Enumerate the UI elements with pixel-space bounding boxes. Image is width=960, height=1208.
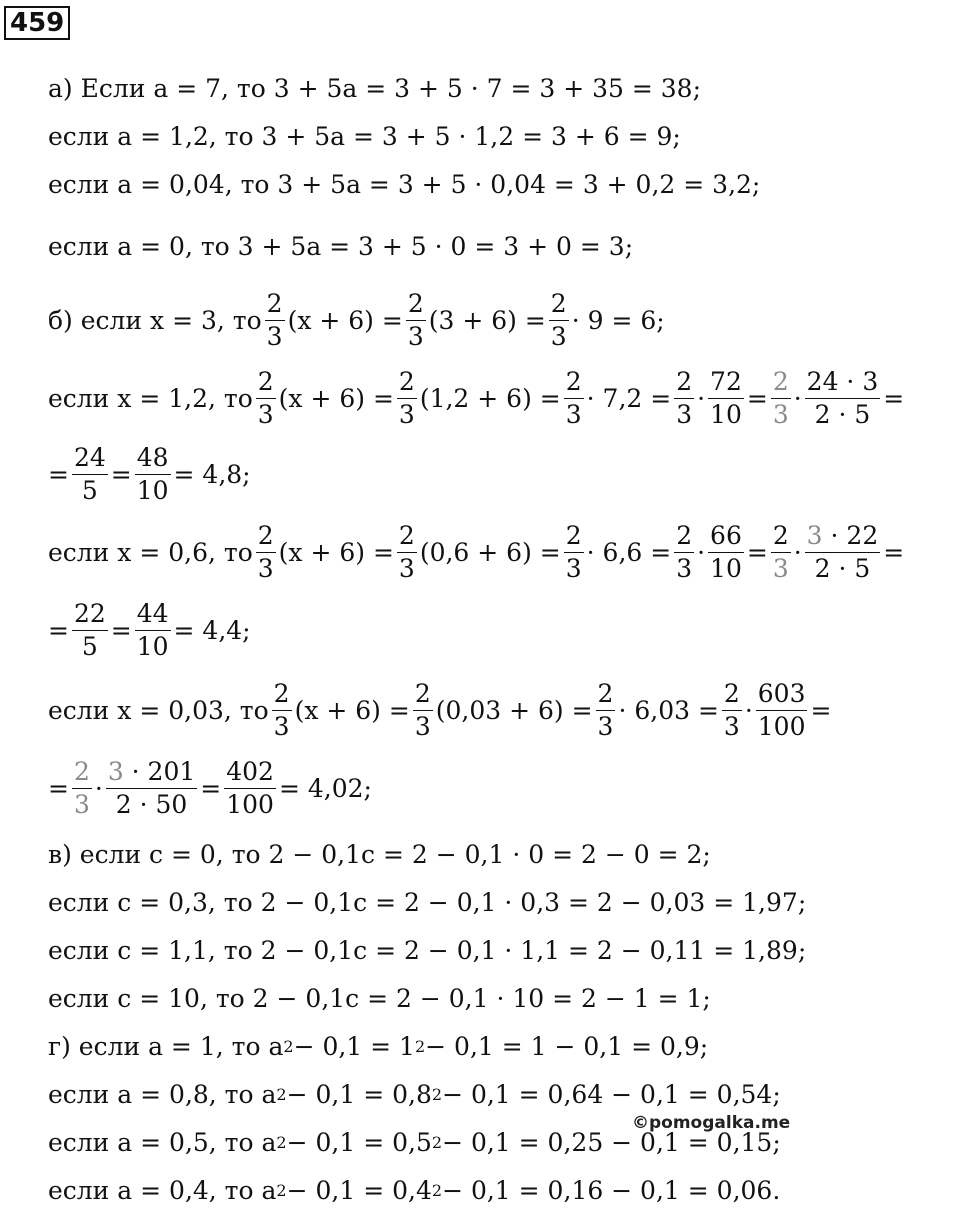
denominator: 3 [676,553,693,583]
reduced-factor: 3 [107,757,124,786]
numerator: 72 [708,368,744,399]
fraction [397,522,417,582]
exponent: 2 [431,1084,443,1104]
fraction [674,368,694,428]
exponent: 2 [431,1180,443,1200]
denominator: 3 [676,399,693,429]
text: (x + 6) = [278,383,394,413]
numerator: 2 [564,368,584,399]
exponent: 2 [283,1036,294,1056]
text: − 0,1 = 1 − 0,1 = 0,9; [425,1032,709,1061]
fraction [564,522,584,582]
denominator-reduced: 3 [772,553,789,583]
denominator: 3 [723,711,740,741]
denominator: 3 [407,321,424,351]
equals: = [746,383,768,413]
denominator: 5 [81,631,98,661]
dot: · [697,383,706,413]
fraction [549,290,569,350]
numerator: 2 [256,368,276,399]
text: (0,6 + 6) = [419,537,561,567]
numerator: 2 [564,522,584,553]
line-b3 [48,522,904,582]
dot: · [94,773,103,803]
denominator: 3 [257,399,274,429]
numerator: 24 [72,444,108,475]
denominator: 3 [414,711,431,741]
fraction [224,758,276,818]
fraction [72,600,108,660]
denominator: 3 [565,399,582,429]
numerator: 24 · 3 [805,368,881,399]
text: − 0,1 = 1 [293,1032,415,1061]
denominator: 3 [73,789,90,819]
numerator: 2 [549,290,569,321]
denominator: 10 [710,399,742,429]
fraction [72,444,108,504]
denominator: 3 [266,321,283,351]
fraction [756,680,808,740]
text: если a = 0,8, то a [48,1080,277,1109]
text: − 0,1 = 0,8 [286,1080,432,1109]
numerator: 2 [272,680,292,711]
equals: = [810,695,832,725]
watermark: ©pomogalka.me [632,1113,791,1133]
numerator: 2 [265,290,285,321]
line-v4: если c = 10, то 2 − 0,1c = 2 − 0,1 · 10 = 2 − 1 = 1; [48,984,711,1013]
denominator: 100 [226,789,274,819]
line-g3 [48,1130,781,1155]
factor: · 201 [123,757,196,786]
text: если x = 0,6, то [48,537,253,567]
line-b2-cont [48,444,251,504]
equals: = [48,615,69,645]
text: = 4,8; [173,459,251,489]
equals: = [200,773,222,803]
line-b1 [48,290,665,350]
numerator: 2 [256,522,276,553]
text: если x = 0,03, то [48,695,269,725]
text: · 9 = 6; [571,305,665,335]
fraction [771,522,791,582]
line-g2 [48,1082,781,1107]
denominator: 3 [597,711,614,741]
text: − 0,1 = 0,4 [286,1176,432,1205]
reduced-factor: 3 [806,521,823,550]
denominator: 3 [273,711,290,741]
numerator: 2 [674,368,694,399]
fraction [135,444,171,504]
fraction [564,368,584,428]
exponent: 2 [276,1084,287,1104]
exercise-number: 459 [4,6,70,40]
fraction [106,758,197,818]
line-b4-cont [48,758,372,818]
text: · 6,6 = [586,537,672,567]
dot: · [697,537,706,567]
text: − 0,1 = 0,25 − 0,1 = 0,15; [442,1128,781,1157]
denominator: 3 [772,399,789,429]
text: = 4,4; [173,615,251,645]
fraction [805,368,881,428]
equals: = [110,459,132,489]
fraction [135,600,171,660]
numerator: 2 [771,368,791,399]
text: если a = 0,5, то a [48,1128,277,1157]
denominator: 3 [550,321,567,351]
dot: · [744,695,753,725]
text: (x + 6) = [287,305,403,335]
denominator: 100 [757,711,806,741]
factor: · 22 [822,521,879,550]
numerator: 2 [771,522,791,553]
fraction [413,680,433,740]
line-b2 [48,368,904,428]
text: (x + 6) = [294,695,410,725]
numerator: 2 [413,680,433,711]
text: = 4,02; [278,773,372,803]
fraction-reduced [771,368,791,428]
numerator: 2 [72,758,92,789]
numerator: 66 [708,522,744,553]
equals: = [48,773,69,803]
text: − 0,1 = 0,64 − 0,1 = 0,54; [442,1080,781,1109]
denominator: 5 [81,475,98,505]
exponent: 2 [276,1132,287,1152]
text: (3 + 6) = [428,305,546,335]
fraction [722,680,742,740]
text: · 7,2 = [586,383,672,413]
text: г) если a = 1, то a [48,1032,284,1061]
numerator: 2 [674,522,694,553]
line-g4 [48,1178,780,1203]
fraction [406,290,426,350]
denominator: 3 [257,553,274,583]
text: (1,2 + 6) = [419,383,561,413]
exponent: 2 [276,1180,287,1200]
dot: · [793,537,802,567]
equals: = [883,537,905,567]
numerator: 2 [397,522,417,553]
exponent: 2 [414,1036,426,1056]
numerator [106,758,197,789]
denominator: 10 [136,475,169,505]
denominator: 2 · 50 [115,789,188,819]
text: (x + 6) = [278,537,394,567]
line-v1: в) если c = 0, то 2 − 0,1c = 2 − 0,1 · 0 = 2 − 0 = 2; [48,840,711,869]
fraction [708,368,744,428]
denominator: 3 [398,399,415,429]
text: если x = 1,2, то [48,383,253,413]
equals: = [746,537,768,567]
equals: = [110,615,132,645]
equals: = [48,459,69,489]
fraction [256,522,276,582]
numerator: 48 [135,444,171,475]
numerator: 2 [406,290,426,321]
line-a3: если a = 0,04, то 3 + 5a = 3 + 5 · 0,04 = 3 + 0,2 = 3,2; [48,170,761,199]
fraction [596,680,616,740]
numerator [805,522,881,553]
line-g1 [48,1034,708,1059]
fraction [805,522,881,582]
line-a2: если a = 1,2, то 3 + 5a = 3 + 5 · 1,2 = 3 + 6 = 9; [48,122,681,151]
line-v2: если c = 0,3, то 2 − 0,1c = 2 − 0,1 · 0,3 = 2 − 0,03 = 1,97; [48,888,807,917]
numerator: 2 [722,680,742,711]
line-b4 [48,680,831,740]
denominator: 3 [398,553,415,583]
denominator: 10 [136,631,169,661]
text: если a = 0,4, то a [48,1176,277,1205]
fraction [265,290,285,350]
text: − 0,1 = 0,16 − 0,1 = 0,06. [442,1176,781,1205]
denominator: 10 [710,553,742,583]
denominator: 2 · 5 [814,399,871,429]
text: · 6,03 = [618,695,719,725]
fraction [256,368,276,428]
line-a4: если a = 0, то 3 + 5a = 3 + 5 · 0 = 3 + 0 = 3; [48,232,634,261]
fraction-reduced [72,758,92,818]
line-a1: а) Если a = 7, то 3 + 5a = 3 + 5 · 7 = 3 + 35 = 38; [48,74,701,103]
fraction [674,522,694,582]
exponent: 2 [431,1132,443,1152]
equals: = [883,383,905,413]
fraction [272,680,292,740]
text: − 0,1 = 0,5 [286,1128,432,1157]
text: б) если x = 3, то [48,305,262,335]
fraction [397,368,417,428]
numerator: 2 [596,680,616,711]
fraction [708,522,744,582]
denominator: 2 · 5 [814,553,871,583]
line-b3-cont [48,600,251,660]
numerator: 2 [397,368,417,399]
numerator: 402 [224,758,276,789]
numerator: 22 [72,600,108,631]
numerator: 603 [756,680,808,711]
line-v3: если c = 1,1, то 2 − 0,1c = 2 − 0,1 · 1,1 = 2 − 0,11 = 1,89; [48,936,807,965]
denominator: 3 [565,553,582,583]
numerator: 44 [135,600,171,631]
text: (0,03 + 6) = [435,695,593,725]
dot: · [793,383,802,413]
